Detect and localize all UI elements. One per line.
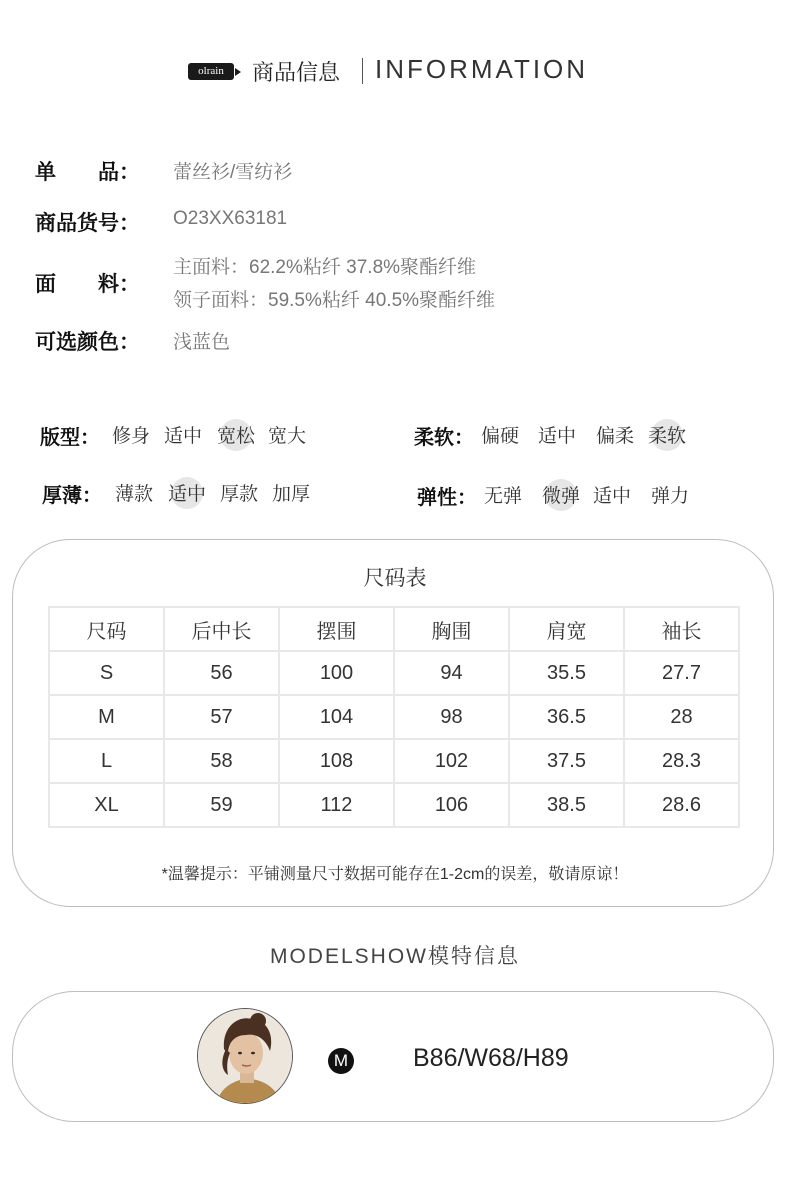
- table-cell: 59: [164, 783, 279, 827]
- table-row: [49, 695, 739, 739]
- table-cell: 28.6: [624, 783, 739, 827]
- table-cell: 108: [279, 739, 394, 783]
- sku-label: 商品货号：: [35, 212, 140, 235]
- elasticity-option-medium: 适中: [593, 486, 632, 507]
- fabric-label: 面 料：: [35, 273, 140, 296]
- sku-value: O23XX63181: [173, 208, 288, 229]
- model-section-title: MODELSHOW模特信息: [269, 945, 520, 968]
- model-measurements: B86/W68/H89: [413, 1044, 569, 1072]
- elasticity-label: 弹性：: [417, 487, 477, 509]
- model-size-badge: M: [328, 1048, 354, 1074]
- table-cell: 35.5: [509, 651, 624, 695]
- table-header-row: [49, 607, 739, 651]
- table-cell: M: [49, 695, 164, 739]
- table-header-cell: 胸围: [394, 607, 509, 651]
- table-cell: 100: [279, 651, 394, 695]
- fit-label: 版型：: [40, 427, 100, 449]
- thickness-option-extra-thick: 加厚: [272, 484, 311, 505]
- page-header: [0, 52, 790, 88]
- softness-option-softish: 偏柔: [596, 426, 635, 447]
- table-cell: 37.5: [509, 739, 624, 783]
- elasticity-option-slight: 微弹: [542, 481, 580, 508]
- table-header-cell: 尺码: [49, 607, 164, 651]
- softness-option-soft: 柔软: [648, 421, 686, 448]
- table-cell: 58: [164, 739, 279, 783]
- table-row: [49, 783, 739, 827]
- table-cell: XL: [49, 783, 164, 827]
- table-row: [49, 739, 739, 783]
- model-info-card: [12, 991, 774, 1122]
- softness-label: 柔软：: [414, 427, 474, 449]
- fabric-collar: 领子面料：59.5%粘纤 40.5%聚酯纤维: [173, 290, 496, 311]
- table-cell: 57: [164, 695, 279, 739]
- table-header-cell: 肩宽: [509, 607, 624, 651]
- fabric-main: 主面料：62.2%粘纤 37.8%聚酯纤维: [173, 257, 477, 278]
- table-row: [49, 651, 739, 695]
- size-chart-title: 尺码表: [363, 567, 427, 590]
- elasticity-option-stretch: 弹力: [651, 486, 690, 507]
- elasticity-option-none: 无弹: [484, 486, 523, 507]
- measurement-note: *温馨提示：平铺测量尺寸数据可能存在1-2cm的误差，敬请原谅！: [161, 866, 629, 883]
- table-cell: S: [49, 651, 164, 695]
- header-title-en: INFORMATION: [375, 54, 589, 84]
- table-cell: 102: [394, 739, 509, 783]
- table-cell: 98: [394, 695, 509, 739]
- table-header-cell: 后中长: [164, 607, 279, 651]
- fit-option-loose: 宽松: [217, 421, 255, 448]
- table-cell: 112: [279, 783, 394, 827]
- table-cell: 94: [394, 651, 509, 695]
- thickness-option-medium: 适中: [168, 479, 206, 506]
- softness-option-medium: 适中: [538, 426, 577, 447]
- fit-option-regular: 适中: [164, 426, 203, 447]
- softness-option-stiff: 偏硬: [481, 426, 520, 447]
- table-cell: 28.3: [624, 739, 739, 783]
- header-title-cn: 商品信息: [252, 60, 341, 85]
- header-divider: [362, 58, 363, 84]
- item-label: 单 品：: [35, 161, 140, 184]
- model-avatar: [197, 1008, 293, 1104]
- table-header-cell: 袖长: [624, 607, 739, 651]
- size-chart-table: [48, 606, 740, 828]
- color-label: 可选颜色：: [35, 331, 140, 354]
- table-header-cell: 摆围: [279, 607, 394, 651]
- item-value: 蕾丝衫/雪纺衫: [173, 162, 293, 183]
- thickness-option-thin: 薄款: [115, 484, 154, 505]
- fit-option-oversized: 宽大: [268, 426, 307, 447]
- table-cell: 104: [279, 695, 394, 739]
- color-value: 浅蓝色: [173, 332, 231, 353]
- brand-logo: olrain: [188, 63, 234, 80]
- table-cell: 56: [164, 651, 279, 695]
- fit-option-slim: 修身: [112, 426, 151, 447]
- table-cell: 106: [394, 783, 509, 827]
- table-cell: 36.5: [509, 695, 624, 739]
- table-cell: 27.7: [624, 651, 739, 695]
- thickness-option-thick: 厚款: [220, 484, 259, 505]
- thickness-label: 厚薄：: [42, 485, 102, 507]
- table-cell: L: [49, 739, 164, 783]
- table-cell: 28: [624, 695, 739, 739]
- logo-arrow-icon: [235, 68, 241, 76]
- model-photo-icon: [198, 1009, 293, 1104]
- table-cell: 38.5: [509, 783, 624, 827]
